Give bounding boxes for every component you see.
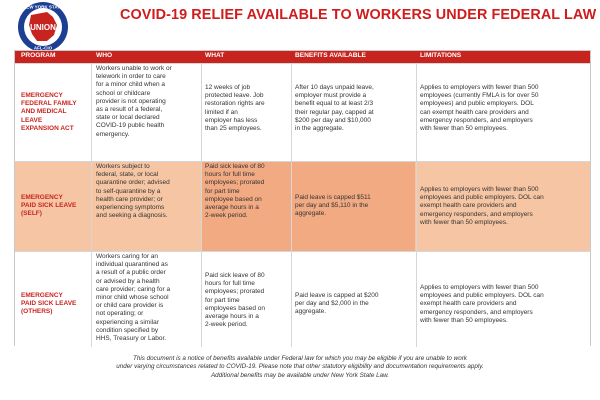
page-title: COVID-19 RELIEF AVAILABLE TO WORKERS UNDER FEDERAL LAW xyxy=(120,7,597,23)
cell-line: Workers subject to xyxy=(96,163,150,170)
cell-line: emergency responders, and employers xyxy=(420,210,533,218)
cell-line: aggregate. xyxy=(295,308,327,316)
cell-line: exempt health care providers and xyxy=(420,300,517,308)
cell-line: protected leave. Job xyxy=(205,92,264,100)
logo-main-text: UNION xyxy=(30,23,56,32)
cell-line: individual quarantined as xyxy=(96,261,168,269)
benefits-cell xyxy=(295,84,417,133)
program-line: PAID SICK LEAVE xyxy=(21,202,77,210)
cell-line: and seeking a diagnosis. xyxy=(96,212,168,220)
program-line: FEDERAL FAMILY xyxy=(21,100,77,108)
col-header-limitations: LIMITATIONS xyxy=(420,52,462,59)
cell-line: benefit equal to at least 2/3 xyxy=(295,100,374,108)
cell-line: with fewer than 50 employees. xyxy=(420,218,508,226)
cell-line: average hours in a xyxy=(205,313,259,321)
cell-line: employer has less xyxy=(205,116,258,124)
cell-line: experiencing symptoms xyxy=(96,204,165,212)
cell-line: Paid leave is capped $511 xyxy=(295,194,371,201)
cell-line: health care provider; or xyxy=(96,195,163,203)
cell-line: employees) and public employers. DOL xyxy=(420,100,534,108)
column-divider xyxy=(201,63,202,347)
cell-line: federal, state, or local xyxy=(96,171,159,179)
footer-line: This document is a notice of benefits available under Federal law for which you may be eligible if you are unable to work xyxy=(133,355,467,362)
limitations-cell xyxy=(420,84,588,133)
who-cell xyxy=(96,65,200,139)
cell-line: After 10 days unpaid leave, xyxy=(295,84,374,91)
cell-line: hours for full time xyxy=(205,171,255,179)
cell-line: or advised by a health xyxy=(96,277,160,285)
footer-line: Additional benefits may be available under New York State Law. xyxy=(210,371,390,379)
program-line: (OTHERS) xyxy=(21,308,53,316)
cell-line: employees and public employers. DOL can xyxy=(420,194,544,202)
cell-line: hours for full time xyxy=(205,280,255,288)
col-header-benefits: BENEFITS AVAILABLE xyxy=(295,52,366,59)
cell-line: 12 weeks of job xyxy=(205,84,251,91)
what-cell xyxy=(205,272,295,329)
program-line: EXPANSION ACT xyxy=(21,124,74,132)
col-header-who: WHO xyxy=(96,52,113,59)
cell-line: Paid leave is capped at $200 xyxy=(295,292,379,299)
logo-bottom-text: AFL-CIO xyxy=(33,45,53,51)
cell-line: for part time xyxy=(205,187,240,195)
cell-line: employees based on xyxy=(205,304,265,312)
cell-line: employer must provide a xyxy=(295,92,367,100)
cell-line: COVID-19 public health xyxy=(96,122,165,130)
cell-line: Applies to employers with fewer than 500 xyxy=(420,186,539,193)
cell-line: than 25 employees. xyxy=(205,125,262,133)
cell-line: with fewer than 50 employees. xyxy=(420,316,508,324)
cell-line: to self-quarantine by a xyxy=(96,187,161,195)
cell-line: in the aggregate. xyxy=(295,125,344,133)
cell-line: exempt health care providers and xyxy=(420,202,517,210)
cell-line: with fewer than 50 employees. xyxy=(420,125,508,133)
cell-line: condition specified by xyxy=(96,326,159,334)
cell-line: for a minor child when a xyxy=(96,81,166,89)
cell-line: $200 per day and $10,000 xyxy=(295,116,371,124)
footer-line: under varying circumstances related to COVID-19. Please note that other statutory eligibility and documentation requirements apply. xyxy=(116,363,484,371)
cell-line: for part time xyxy=(205,296,240,304)
cell-line: care provider; caring for a xyxy=(96,285,171,293)
limitations-cell xyxy=(420,186,588,227)
who-cell xyxy=(96,163,200,220)
cell-line: can exempt health care providers and xyxy=(420,108,529,116)
cell-line: aggregate. xyxy=(295,210,327,218)
program-line: EMERGENCY xyxy=(21,92,63,99)
cell-line: school or childcare xyxy=(96,89,151,97)
cell-line: Workers caring for an xyxy=(96,253,159,260)
cell-line: as a result of a federal, xyxy=(96,106,163,114)
cell-line: per day and $2,000 in the xyxy=(295,300,369,308)
union-logo xyxy=(17,1,69,53)
cell-line: not operating; or xyxy=(96,310,144,318)
cell-line: 2-week period. xyxy=(205,321,248,329)
program-line: (SELF) xyxy=(21,210,42,218)
cell-line: emergency. xyxy=(96,130,130,138)
col-header-what: WHAT xyxy=(205,52,225,59)
program-line: EMERGENCY xyxy=(21,292,63,299)
cell-line: or child care provider is xyxy=(96,302,164,310)
cell-line: Workers unable to work or xyxy=(96,65,172,72)
logo-top-text: NEW YORK STATE xyxy=(22,4,64,10)
table-header xyxy=(15,51,590,63)
col-header-program: PROGRAM xyxy=(21,52,56,59)
program-line: PAID SICK LEAVE xyxy=(21,300,77,308)
program-line: LEAVE xyxy=(21,116,43,124)
column-divider xyxy=(91,63,92,347)
benefits-cell xyxy=(295,194,417,219)
cell-line: emergency responders, and employers xyxy=(420,308,533,316)
cell-line: a result of a public order xyxy=(96,269,166,277)
cell-line: 2-week period. xyxy=(205,212,248,220)
program-line: AND MEDICAL xyxy=(21,108,67,116)
cell-line: HHS, Treasury or Labor. xyxy=(96,335,167,343)
cell-line: employees and public employers. DOL can xyxy=(420,292,544,300)
cell-line: employees; prorated xyxy=(205,288,265,296)
benefits-cell xyxy=(295,292,417,317)
footer-notice xyxy=(20,355,580,380)
relief-table xyxy=(14,50,591,346)
cell-line: provider is not operating xyxy=(96,97,166,105)
cell-line: experiencing a similar xyxy=(96,318,159,326)
cell-line: Paid sick leave of 80 xyxy=(205,163,265,170)
cell-line: average hours in a xyxy=(205,204,259,212)
limitations-cell xyxy=(420,284,588,325)
cell-line: employee based on xyxy=(205,195,262,203)
cell-line: Applies to employers with fewer than 500 xyxy=(420,84,539,91)
what-cell xyxy=(205,163,295,220)
cell-line: Applies to employers with fewer than 500 xyxy=(420,284,539,291)
what-cell xyxy=(205,84,295,133)
cell-line: employees; prorated xyxy=(205,179,265,187)
cell-line: per day and $5,110 in the xyxy=(295,202,369,210)
cell-line: quarantine order; advised xyxy=(96,179,170,187)
column-divider xyxy=(291,63,292,347)
table-row xyxy=(15,251,590,347)
who-cell xyxy=(96,253,200,343)
cell-line: minor child whose school xyxy=(96,294,169,302)
program-line: EMERGENCY xyxy=(21,194,63,201)
column-divider xyxy=(416,63,417,347)
cell-line: restoration rights are xyxy=(205,100,265,108)
table-row xyxy=(15,63,590,161)
cell-line: limited if an xyxy=(205,108,238,116)
cell-line: Paid sick leave of 80 xyxy=(205,272,265,279)
cell-line: their regular pay, capped at xyxy=(295,108,374,116)
cell-line: employees (currently FMLA is for over 50 xyxy=(420,92,539,100)
cell-line: emergency responders, and employers xyxy=(420,116,533,124)
cell-line: telework in order to care xyxy=(96,73,166,81)
cell-line: state or local declared xyxy=(96,114,160,122)
table-row xyxy=(15,161,590,251)
